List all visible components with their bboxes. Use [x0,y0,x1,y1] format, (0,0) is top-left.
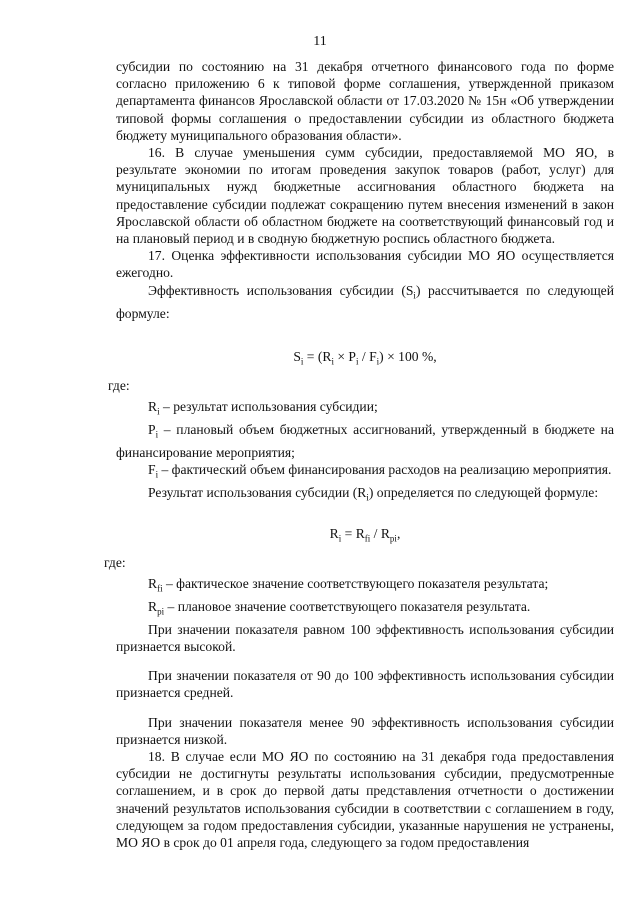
subscript: i [155,429,159,440]
rating-low: При значении показателя менее 90 эффективность использования субсидии признается низкой. [116,714,614,747]
text-fragment: ) определяется по следующей формуле: [368,484,599,500]
where-label: где: [108,377,130,393]
rating-high: При значении показателя равном 100 эффективность использования субсидии признается высокой. [116,621,614,654]
symbol: S [293,348,301,364]
paragraph-17: 17. Оценка эффективности использования субсидии МО ЯО осуществляется ежегодно. [116,248,614,281]
document-body [104,58,614,851]
definition-rpi [116,598,614,621]
formula-part: × P [333,348,356,364]
result-formula [116,525,614,548]
subscript: i [331,356,334,367]
text-fragment: Эффективность использования субсидии (S [148,282,414,298]
formula-part: / F [358,348,377,364]
paragraph-16: 16. В случае уменьшения сумм субсидии, предоставляемой МО ЯО, в результате экономии по итогам проведения закупок товаров (работ, услуг) для муниципальных нужд бюджетные ассигнования областного бюджета на предоставление субсидии подлежат сокращению путем внесения изменений в закон Ярославской области об областном бюджете на соответствующий финансовый год и на плановый период и в сводную бюджетную роспись областного бюджета. [116,145,614,247]
subscript: i [356,356,359,367]
symbol: R [148,598,158,614]
definition-text: – результат использования субсидии; [159,398,378,414]
formula-part: = R [341,525,365,541]
subscript: pi [389,533,397,544]
efficiency-intro [116,282,614,322]
symbol: P [148,421,156,437]
definition-rfi [116,575,614,598]
formula-part: ) × 100 %, [379,348,437,364]
symbol: R [148,398,158,414]
symbol: F [148,461,156,477]
symbol: R [329,525,339,541]
paragraph-18: 18. В случае если МО ЯО по состоянию на 31 декабря года предоставления субсидии не достигнуты результаты использования субсидии, предусмотренные соглашением, и в срок до первой даты представления отчетности о достижении значений результатов использования субсидии в соответствии с соглашением в году, следующем за годом предоставления субсидии, указанные нарушения не устранены, МО ЯО в срок до 01 апреля года, следующего за годом предоставления [116,748,614,850]
definition-p [116,421,614,461]
definition-text: – фактический объем финансирования расходов на реализацию мероприятия. [158,461,612,477]
subscript: i [155,469,159,480]
where-label: где: [104,554,126,570]
definition-text: – плановое значение соответствующего показателя результата. [164,598,531,614]
definition-text: – плановый объем бюджетных ассигнований, утвержденный в бюджете на финансирование мероприятия; [116,421,614,460]
subscript: i [157,406,160,417]
result-intro [116,484,614,507]
subscript: fi [157,583,163,594]
rating-medium: При значении показателя от 90 до 100 эффективность использования субсидии признается средней. [116,668,614,701]
subscript: fi [364,533,371,544]
text-fragment: Результат использования субсидии (R [148,484,367,500]
paragraph-continuation: субсидии по состоянию на 31 декабря отчетного финансового года по форме согласно приложению 6 к типовой форме соглашения, утвержденной приказом департамента финансов Ярославской области от 17.03.2020 № 15н «Об утверждении типовой формы соглашения о предоставлении субсидии из областного бюджета бюджету муниципального образования области». [116,59,614,143]
subscript: i [413,290,416,301]
text-fragment: ) рассчитывается по следующей формуле: [116,282,614,321]
formula-part: = (R [303,348,332,364]
subscript: i [366,492,369,503]
page-number: 11 [313,34,327,49]
subscript: i [376,356,380,367]
definition-r [116,398,614,421]
subscript: i [338,533,342,544]
subscript: pi [157,606,165,617]
symbol: R [148,575,158,591]
formula-part: / R [370,525,390,541]
definition-f [116,461,614,484]
formula-part: , [396,525,401,541]
subscript: i [300,356,304,367]
efficiency-formula [116,348,614,371]
definition-text: – фактическое значение соответствующего показателя результата; [162,575,549,591]
